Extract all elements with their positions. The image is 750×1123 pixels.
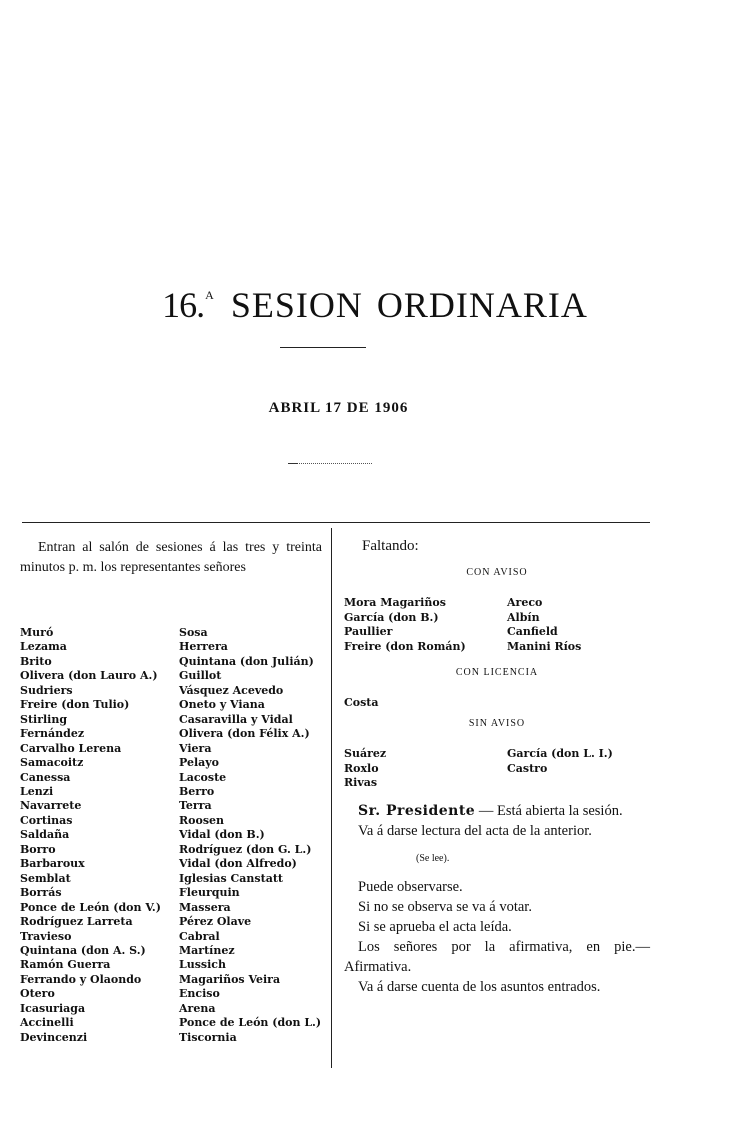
member-name: Olivera (don Lauro A.): [20, 669, 158, 683]
member-name: Casaravilla y Vidal: [179, 712, 293, 726]
session-title: [0, 273, 750, 327]
member-name: Freire (don Tulio): [20, 698, 130, 712]
sin-aviso-list: [344, 747, 650, 791]
member-name: Areco: [507, 596, 543, 609]
member-name: Fleurquin: [179, 886, 240, 900]
member-name: Cabral: [179, 929, 220, 943]
member-name: Vásquez Acevedo: [179, 683, 284, 697]
absent-heading: Faltando:: [362, 538, 419, 554]
member-name: García (don L. I.): [507, 747, 613, 760]
member-name: Canfield: [507, 625, 558, 638]
member-name: Oneto y Viana: [179, 698, 265, 712]
member-name: Barbaroux: [20, 857, 85, 871]
member-name: Ramón Guerra: [20, 958, 111, 972]
member-name: Vidal (don Alfredo): [179, 857, 297, 871]
member-name: Magariños Veira: [179, 972, 281, 986]
member-name: Accinelli: [20, 1016, 74, 1030]
member-name: Sosa: [179, 626, 208, 639]
title-word-ordinaria: ORDINARIA: [376, 285, 588, 325]
member-name: Viera: [179, 741, 212, 755]
member-name: Borro: [20, 842, 56, 856]
member-name: Pelayo: [179, 756, 220, 770]
member-name: Roxlo: [344, 761, 379, 775]
member-name: Otero: [20, 987, 55, 1001]
member-name: Albín: [507, 610, 540, 624]
member-name: Carvalho Lerena: [20, 741, 122, 755]
session-number-superscript: A: [205, 288, 213, 302]
session-number: 16.$^A$: [162, 285, 213, 325]
member-name: Fernández: [20, 727, 85, 741]
con-aviso-column-2: [507, 596, 581, 654]
member-name: Brito: [20, 654, 52, 668]
member-name: Arena: [179, 1001, 216, 1015]
member-name: Pérez Olave: [179, 915, 252, 929]
right-column: [344, 536, 650, 997]
member-name: Lezama: [20, 640, 67, 654]
member-name: Saldaña: [20, 828, 70, 842]
member-name: Lenzi: [20, 784, 54, 798]
con-licencia-column-1: [344, 696, 379, 711]
member-name: Navarrete: [20, 799, 82, 813]
member-name: Martínez: [179, 943, 235, 957]
member-name: Muró: [20, 626, 54, 639]
member-name: Semblat: [20, 871, 71, 885]
member-name: Canessa: [20, 770, 71, 784]
member-name: García (don B.): [344, 610, 439, 624]
con-aviso-column-1: [344, 596, 466, 654]
stage-direction: (Se lee).: [416, 853, 450, 864]
member-name: Castro: [507, 761, 548, 775]
section-rule: [22, 522, 650, 523]
member-name: Massera: [179, 900, 231, 914]
session-date-text: ABRIL 17 DE 1906: [268, 400, 409, 416]
member-name: Rodríguez (don G. L.): [179, 842, 312, 856]
member-name: Olivera (don Félix A.): [179, 727, 310, 741]
sin-aviso-column-2: [507, 747, 613, 776]
session-date: [0, 400, 650, 417]
speech-block: [344, 801, 650, 997]
member-name: Freire (don Román): [344, 639, 466, 653]
member-name: Travieso: [20, 929, 72, 943]
member-name: Stirling: [20, 712, 68, 726]
speech-opening: [344, 801, 650, 821]
member-name: Ponce de León (don L.): [179, 1016, 322, 1030]
member-name: Manini Ríos: [507, 639, 582, 653]
member-name: Enciso: [179, 987, 220, 1001]
speech-paragraph-6: Va á darse cuenta de los asuntos entrados.: [358, 979, 601, 995]
member-name: Cortinas: [20, 813, 73, 827]
speech-paragraph-3: Si no se observa se va á votar.: [358, 899, 532, 915]
member-name: Lussich: [179, 958, 226, 972]
con-aviso-caption: CON AVISO: [466, 567, 528, 578]
sin-aviso-caption: SIN AVISO: [468, 718, 526, 729]
speech-paragraph-5: Los señores por la afirmativa, en pie.— Afirmativa.: [344, 939, 650, 975]
member-name: Icasuriaga: [20, 1001, 86, 1015]
speech-opening-text: — Está abierta la sesión.: [475, 803, 623, 819]
member-name: Rodríguez Larreta: [20, 915, 133, 929]
left-column: [20, 538, 322, 1044]
member-name: Terra: [179, 799, 212, 813]
member-name: Paullier: [344, 625, 393, 638]
member-name: Vidal (don B.): [179, 828, 265, 842]
speech-paragraph-4: Si se aprueba el acta leída.: [358, 919, 512, 935]
attendees-column-1: [20, 626, 180, 1045]
speaker-name: Sr. Presidente: [358, 803, 476, 819]
member-name: Ferrando y Olaondo: [20, 972, 142, 986]
member-name: Devincenzi: [20, 1030, 88, 1044]
member-name: Quintana (don Julián): [179, 654, 314, 668]
member-name: Ponce de León (don V.): [20, 900, 161, 914]
member-name: Rivas: [344, 776, 378, 789]
member-name: Berro: [179, 784, 215, 798]
member-name: Herrera: [179, 640, 228, 654]
member-name: Lacoste: [179, 770, 227, 784]
con-licencia-caption: CON LICENCIA: [455, 667, 539, 678]
title-divider: [280, 347, 366, 348]
member-name: Borrás: [20, 886, 62, 900]
intro-paragraph: Entran al salón de sesiones á las tres y treinta minutos p. m. los representantes señores: [20, 540, 322, 575]
title-word-sesion: SESION: [230, 285, 363, 325]
member-name: Quintana (don A. S.): [20, 943, 146, 957]
member-name: Tiscornia: [179, 1030, 237, 1044]
member-name: Suárez: [344, 747, 387, 760]
date-divider: [288, 463, 372, 464]
con-aviso-list: [344, 596, 650, 654]
speech-paragraph-1: Va á darse lectura del acta de la anterior.: [358, 823, 592, 839]
member-name: Iglesias Canstatt: [179, 871, 283, 885]
attendees-column-2: [179, 626, 339, 1045]
sin-aviso-column-1: [344, 747, 386, 791]
speech-paragraph-2: Puede observarse.: [358, 879, 463, 895]
member-name: Sudriers: [20, 683, 73, 697]
member-name: Samacoitz: [20, 756, 84, 770]
member-name: Guillot: [179, 669, 222, 683]
con-licencia-list: [344, 696, 650, 711]
member-name: Mora Magariños: [344, 596, 446, 609]
member-name: Roosen: [179, 813, 225, 827]
member-name: Costa: [344, 696, 379, 709]
